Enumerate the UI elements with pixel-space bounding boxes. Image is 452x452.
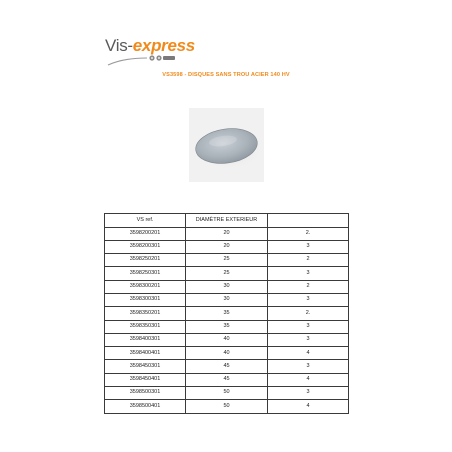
cell-thickness: 3 xyxy=(268,240,349,253)
table-header-row xyxy=(105,214,349,228)
table-row xyxy=(105,360,349,373)
cell-thickness: 3 xyxy=(268,293,349,306)
table-row xyxy=(105,267,349,280)
cell-outer-diameter: 30 xyxy=(186,280,268,293)
cell-thickness: 2 xyxy=(268,254,349,267)
cell-outer-diameter: 20 xyxy=(186,227,268,240)
table-body xyxy=(105,227,349,413)
table-row xyxy=(105,240,349,253)
table-row xyxy=(105,333,349,346)
table-row xyxy=(105,293,349,306)
cell-outer-diameter: 45 xyxy=(186,360,268,373)
cell-outer-diameter: 30 xyxy=(186,293,268,306)
document-title: VS3598 - DISQUES SANS TROU ACIER 140 HV xyxy=(162,72,290,78)
cell-outer-diameter: 25 xyxy=(186,254,268,267)
cell-outer-diameter: 35 xyxy=(186,307,268,320)
cell-vs-ref: 3598450301 xyxy=(105,360,186,373)
cell-outer-diameter: 20 xyxy=(186,240,268,253)
cell-thickness: 4 xyxy=(268,400,349,413)
cell-outer-diameter: 35 xyxy=(186,320,268,333)
cell-outer-diameter: 25 xyxy=(186,267,268,280)
logo-text-express: express xyxy=(132,36,195,55)
cell-thickness: 2. xyxy=(268,307,349,320)
cell-thickness: 3 xyxy=(268,387,349,400)
cell-outer-diameter: 40 xyxy=(186,333,268,346)
cell-thickness: 2 xyxy=(268,280,349,293)
cell-vs-ref: 3598500401 xyxy=(105,400,186,413)
table-row xyxy=(105,400,349,413)
cell-vs-ref: 3598400401 xyxy=(105,347,186,360)
cell-vs-ref: 3598450401 xyxy=(105,373,186,386)
cell-vs-ref: 3598200301 xyxy=(105,240,186,253)
cell-vs-ref: 3598300201 xyxy=(105,280,186,293)
cell-thickness: 4 xyxy=(268,347,349,360)
steel-disc-icon xyxy=(189,108,264,182)
cell-thickness: 3 xyxy=(268,333,349,346)
cell-outer-diameter: 40 xyxy=(186,347,268,360)
header-vs-ref: VS ref. xyxy=(105,214,186,228)
cell-vs-ref: 3598350301 xyxy=(105,320,186,333)
cell-vs-ref: 3598500301 xyxy=(105,387,186,400)
cell-thickness: 3 xyxy=(268,320,349,333)
table-row xyxy=(105,387,349,400)
cell-thickness: 3 xyxy=(268,360,349,373)
header-thickness xyxy=(268,214,349,228)
cell-thickness: 3 xyxy=(268,267,349,280)
table-row xyxy=(105,307,349,320)
cell-vs-ref: 3598200201 xyxy=(105,227,186,240)
cell-vs-ref: 3598350201 xyxy=(105,307,186,320)
table-row xyxy=(105,347,349,360)
cell-outer-diameter: 50 xyxy=(186,387,268,400)
reference-table xyxy=(104,213,349,414)
header-outer-diameter: DIAMÈTRE EXTERIEUR xyxy=(186,214,268,228)
cell-vs-ref: 3598400301 xyxy=(105,333,186,346)
cell-outer-diameter: 45 xyxy=(186,373,268,386)
logo-text-vis: Vis- xyxy=(105,36,133,55)
table-row xyxy=(105,227,349,240)
cell-vs-ref: 3598300301 xyxy=(105,293,186,306)
cell-vs-ref: 3598250301 xyxy=(105,267,186,280)
cell-outer-diameter: 50 xyxy=(186,400,268,413)
brand-logo xyxy=(105,36,195,66)
cell-thickness: 4 xyxy=(268,373,349,386)
logo-swoosh-icon xyxy=(107,51,197,67)
cell-vs-ref: 3598250201 xyxy=(105,254,186,267)
cell-thickness: 2. xyxy=(268,227,349,240)
table-row xyxy=(105,373,349,386)
product-photo xyxy=(189,108,264,182)
table-row xyxy=(105,254,349,267)
table-row xyxy=(105,320,349,333)
table-row xyxy=(105,280,349,293)
